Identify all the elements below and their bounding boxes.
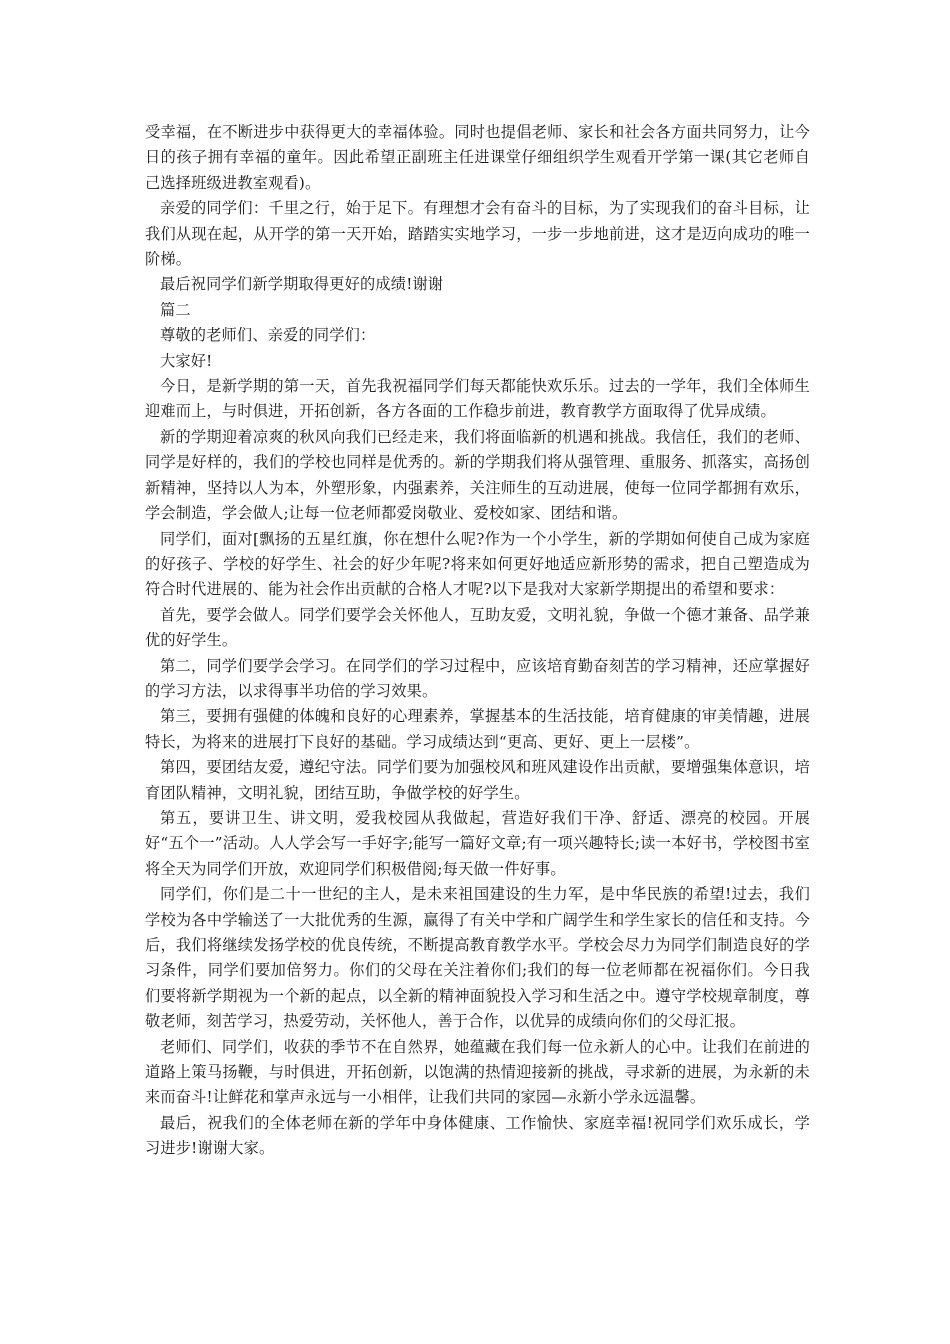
- paragraph-first-day: 今日，是新学期的第一天，首先我祝福同学们每天都能快欢乐乐。过去的一学年，我们全体师生迎难而上，与时俱进，开拓创新，各方各面的工作稳步前进，教育教学方面取得了优异成绩。: [145, 377, 810, 421]
- section-heading-part-two: 篇二: [160, 300, 191, 319]
- salutation: 尊敬的老师们、亲爱的同学们：: [160, 326, 376, 345]
- paragraph-third-requirement: 第三，要拥有强健的体魄和良好的心理素养，掌握基本的生活技能，培育健康的审美情趣，进展特长，为将来的进展打下良好的基础。学习成绩达到“更高、更好、更上一层楼”。: [145, 707, 810, 751]
- paragraph-continuation: 受幸福，在不断进步中获得更大的幸福体验。同时也提倡老师、家长和社会各方面共同努力，让今日的孩子拥有幸福的童年。因此希望正副班主任进课堂仔细组织学生观看开学第一课(其它老师自己选择班级进教室观看)。: [145, 123, 810, 192]
- paragraph-future-hope: 同学们，你们是二十一世纪的主人，是未来祖国建设的生力军，是中华民族的希望!过去，我们学校为各中学输送了一大批优秀的生源，赢得了有关中学和广阔学生和学生家长的信任和支持。今后，我们将继续发扬学校的优良传统，不断提高教育教学水平。学校会尽力为同学们制造良好的学习条件，同学们要加倍努力。你们的父母在关注着你们;我们的每一位老师都在祝福你们。今日我们要将新学期视为一个新的起点，以全新的精神面貌投入学习和生活之中。遵守学校规章制度，尊敬老师，刻苦学习，热爱劳动，关怀他人，善于合作，以优异的成绩向你们的父母汇报。: [145, 885, 810, 1031]
- paragraph-harvest-season: 老师们、同学们，收获的季节不在自然界，她蕴藏在我们每一位永新人的心中。让我们在前进的道路上策马扬鞭，与时俱进，开拓创新，以饱满的热情迎接新的挑战，寻求新的进展，为永新的未来而奋斗!让鲜花和掌声永远与一小相伴，让我们共同的家园—永新小学永远温馨。: [145, 1037, 810, 1107]
- paragraph-first-requirement: 首先，要学会做人。同学们要学会关怀他人，互助友爱，文明礼貌，争做一个德才兼备、品学兼优的好学生。: [145, 605, 810, 650]
- paragraph-questions: 同学们，面对[飘扬的五星红旗，你在想什么呢?作为一个小学生，新的学期如何使自己成为家庭的好孩子、学校的好学生、社会的好少年呢?将来如何更好地适应新形势的需求，把自己塑造成为符合时代进展的、能为社会作出贡献的合格人才呢?以下是我对大家新学期提出的希望和要求：: [145, 529, 810, 599]
- paragraph-final-wishes: 最后，祝我们的全体老师在新的学年中身体健康、工作愉快、家庭幸福!祝同学们欢乐成长，学习进步!谢谢大家。: [145, 1113, 810, 1158]
- document-body: [145, 120, 810, 1162]
- paragraph-fifth-requirement: 第五，要讲卫生、讲文明，爱我校园从我做起，营造好我们干净、舒适、漂亮的校园。开展好“五个一”活动。人人学会写一手好字;能写一篇好文章;有一项兴趣特长;读一本好书，学校图书室将全天为同学们开放，欢迎同学们积极借阅;每天做一件好事。: [145, 808, 810, 878]
- paragraph-dear-students: 亲爱的同学们：千里之行，始于足下。有理想才会有奋斗的目标，为了实现我们的奋斗目标，让我们从现在起，从开学的第一天开始，踏踏实实地学习，一步一步地前进，这才是迈向成功的唯一阶梯。: [145, 199, 810, 269]
- paragraph-closing-wish: 最后祝同学们新学期取得更好的成绩!谢谢: [160, 275, 444, 294]
- greeting: 大家好!: [160, 351, 213, 370]
- paragraph-fourth-requirement: 第四，要团结友爱，遵纪守法。同学们要为加强校风和班风建设作出贡献，要增强集体意识，培育团队精神，文明礼貌，团结互助，争做学校的好学生。: [145, 758, 810, 802]
- paragraph-new-semester: 新的学期迎着凉爽的秋风向我们已经走来，我们将面临新的机遇和挑战。我信任，我们的老师、同学是好样的，我们的学校也同样是优秀的。新的学期我们将从强管理、重服务、抓落实，高扬创新精神，坚持以人为本，外塑形象，内强素养，关注师生的互动进展，使每一位同学都拥有欢乐，学会制造，学会做人;让每一位老师都爱岗敬业、爱校如家、团结和谐。: [145, 427, 810, 523]
- paragraph-second-requirement: 第二，同学们要学会学习。在同学们的学习过程中，应该培育勤奋刻苦的学习精神，还应掌握好的学习方法，以求得事半功倍的学习效果。: [145, 656, 810, 700]
